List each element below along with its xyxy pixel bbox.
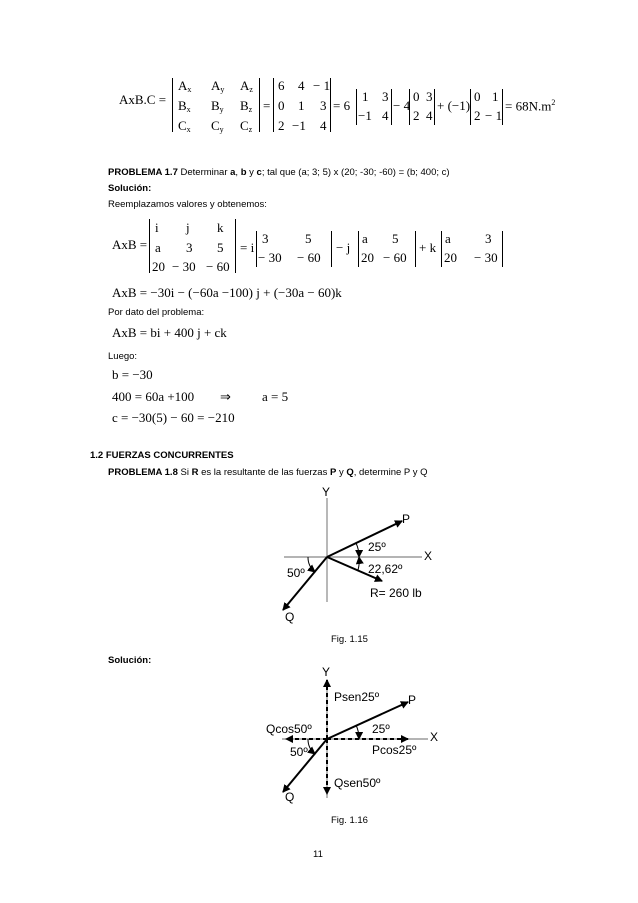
- det-cell: 3: [186, 240, 193, 255]
- fig116-caption: Fig. 1.16: [331, 815, 368, 826]
- num-cell: 2: [278, 118, 285, 133]
- solution-c: c = −30(5) − 60 = −210: [112, 410, 235, 425]
- minor-cell: 0: [413, 89, 420, 104]
- fig116-p-label: P: [408, 693, 417, 707]
- fig116-angle-25: 25º: [372, 722, 390, 736]
- det-bar: [330, 78, 331, 132]
- minor-cell: −1: [358, 108, 372, 123]
- fig116-angle-50: 50º: [290, 745, 308, 759]
- problem-1-8-statement: PROBLEMA 1.8 Si R es la resultante de las fuerzas P y Q, determine P y Q: [108, 467, 428, 478]
- fig116-y-label: Y: [322, 665, 331, 679]
- minor-cell: 2: [474, 108, 481, 123]
- det-bar: [256, 231, 257, 267]
- fig115-x-label: X: [424, 549, 433, 563]
- det-bar: [259, 78, 260, 132]
- num-cell: 4: [298, 78, 305, 93]
- det-cell: k: [217, 220, 224, 235]
- minor-cell: − 30: [258, 250, 282, 265]
- equals-six: = 6: [333, 98, 351, 113]
- fig116-psen25: Psen25º: [334, 690, 380, 704]
- fig115-angle-2262: 22,62º: [368, 562, 403, 576]
- det-cell: j: [186, 220, 190, 235]
- det-bar: [391, 89, 392, 125]
- operator: + (−1): [437, 98, 471, 113]
- fig116-pcos25: Pcos25º: [372, 743, 417, 757]
- minor-cell: 3: [382, 89, 389, 104]
- fig115-angle-50: 50º: [287, 566, 305, 580]
- implies-arrow: ⇒: [220, 389, 231, 404]
- minor-cell: − 30: [474, 250, 498, 265]
- sym-cell: $B_z$: [240, 98, 253, 114]
- minor-cell: 1: [362, 89, 369, 104]
- minor-cell: − 60: [297, 250, 321, 265]
- det-bar: [434, 89, 435, 125]
- angle-50-arc: [308, 739, 315, 754]
- solution-a-eq: 400 = 60a +100: [112, 389, 195, 404]
- fig116-qsen50: Qsen50º: [334, 776, 381, 790]
- sym-cell: $C_x$: [178, 118, 191, 134]
- det-bar: [358, 231, 359, 267]
- solucion-label-2: Solución:: [108, 655, 152, 666]
- angle-25-arc: [356, 725, 359, 739]
- minor-cell: 20: [444, 250, 457, 265]
- sym-matrix-row-1: $A_x$: [178, 78, 192, 94]
- det-bar: [273, 78, 274, 132]
- minor-cell: a: [362, 231, 368, 246]
- minor-cell: 1: [492, 89, 499, 104]
- minor-cell: − 60: [383, 250, 407, 265]
- sym-cell: $B_x$: [178, 98, 191, 114]
- num-cell: − 1: [313, 78, 331, 93]
- sym-cell: $C_y$: [211, 118, 224, 134]
- det-bar: [149, 219, 150, 273]
- fig116-q-label: Q: [285, 790, 295, 804]
- operator: + k: [419, 240, 437, 255]
- num-cell: 0: [278, 98, 285, 113]
- luego-label: Luego:: [108, 351, 138, 362]
- det-bar: [172, 78, 173, 132]
- fig115-q-label: Q: [285, 610, 295, 624]
- force-p-arrow: [327, 702, 408, 739]
- det-cell: a: [155, 240, 161, 255]
- problem-1-7-statement: PROBLEMA 1.7 Determinar a, b y c; tal que (a; 3; 5) x (20; -30; -60) = (b; 400; c): [108, 167, 450, 178]
- minor-cell: 0: [474, 89, 481, 104]
- det-bar: [415, 231, 416, 267]
- minor-cell: 2: [413, 108, 420, 123]
- minor-cell: − 1: [485, 108, 503, 123]
- eq-axbc-lhs: AxB.C =: [119, 92, 167, 107]
- section-heading: 1.2 FUERZAS CONCURRENTES: [90, 450, 234, 461]
- dato-equation: AxB = bi + 400 j + ck: [112, 325, 227, 340]
- axb-lhs: AxB =: [112, 237, 148, 252]
- result: = $68N.m^2$: [505, 98, 556, 114]
- fig115-y-label: Y: [322, 485, 331, 499]
- minor-cell: 20: [361, 250, 374, 265]
- det-bar: [502, 89, 503, 125]
- force-p-arrow: [327, 521, 402, 557]
- fig116-x-label: X: [430, 730, 439, 744]
- sym-cell: $A_z$: [240, 78, 253, 94]
- det-bar: [441, 231, 442, 267]
- equals-i: = i: [240, 240, 255, 255]
- angle-50-arc: [308, 557, 315, 572]
- fig116-qcos50: Qcos50º: [266, 722, 312, 736]
- det-cell: 5: [217, 240, 224, 255]
- angle-2262-arc: [358, 557, 359, 570]
- fig115-caption: Fig. 1.15: [331, 634, 368, 645]
- num-cell: 6: [278, 78, 285, 93]
- minor-cell: 4: [426, 108, 433, 123]
- angle-25-arc: [356, 543, 359, 557]
- det-bar: [235, 219, 236, 273]
- det-bar: [356, 89, 357, 125]
- minor-cell: 3: [262, 231, 269, 246]
- minor-cell: 3: [426, 89, 433, 104]
- solucion-label: Solución:: [108, 183, 152, 194]
- det-cell: i: [155, 220, 159, 235]
- minor-cell: a: [445, 231, 451, 246]
- fig115-r-label: R= 260 lb: [370, 586, 422, 600]
- por-dato-text: Por dato del problema:: [108, 307, 205, 318]
- det-cell: 20: [152, 259, 165, 274]
- minor-cell: 3: [485, 231, 492, 246]
- det-cell: − 60: [206, 259, 230, 274]
- fig115-angle-25: 25º: [368, 540, 386, 554]
- det-bar: [502, 231, 503, 267]
- operator: − j: [336, 240, 351, 255]
- minor-cell: 5: [392, 231, 399, 246]
- sym-cell: $A_y$: [211, 78, 225, 94]
- det-bar: [331, 231, 332, 267]
- num-cell: 4: [320, 118, 327, 133]
- num-cell: −1: [292, 118, 306, 133]
- num-cell: 3: [320, 98, 327, 113]
- solution-b: b = −30: [112, 367, 153, 382]
- reemplazamos-text: Reemplazamos valores y obtenemos:: [108, 199, 267, 210]
- page-number: 11: [313, 849, 323, 860]
- axb-result-line: AxB = −30i − (−60a −100) j + (−30a − 60)k: [112, 285, 342, 300]
- operator: − 4: [393, 98, 411, 113]
- det-bar: [470, 89, 471, 125]
- sym-cell: $C_z$: [240, 118, 253, 134]
- fig115-p-label: P: [402, 512, 411, 526]
- det-cell: − 30: [172, 259, 196, 274]
- det-bar: [409, 89, 410, 125]
- equals: =: [263, 98, 271, 113]
- solution-a: a = 5: [262, 389, 289, 404]
- sym-cell: $B_y$: [211, 98, 224, 114]
- force-q-arrow: [283, 557, 327, 610]
- num-cell: 1: [298, 98, 305, 113]
- minor-cell: 5: [305, 231, 312, 246]
- minor-cell: 4: [382, 108, 389, 123]
